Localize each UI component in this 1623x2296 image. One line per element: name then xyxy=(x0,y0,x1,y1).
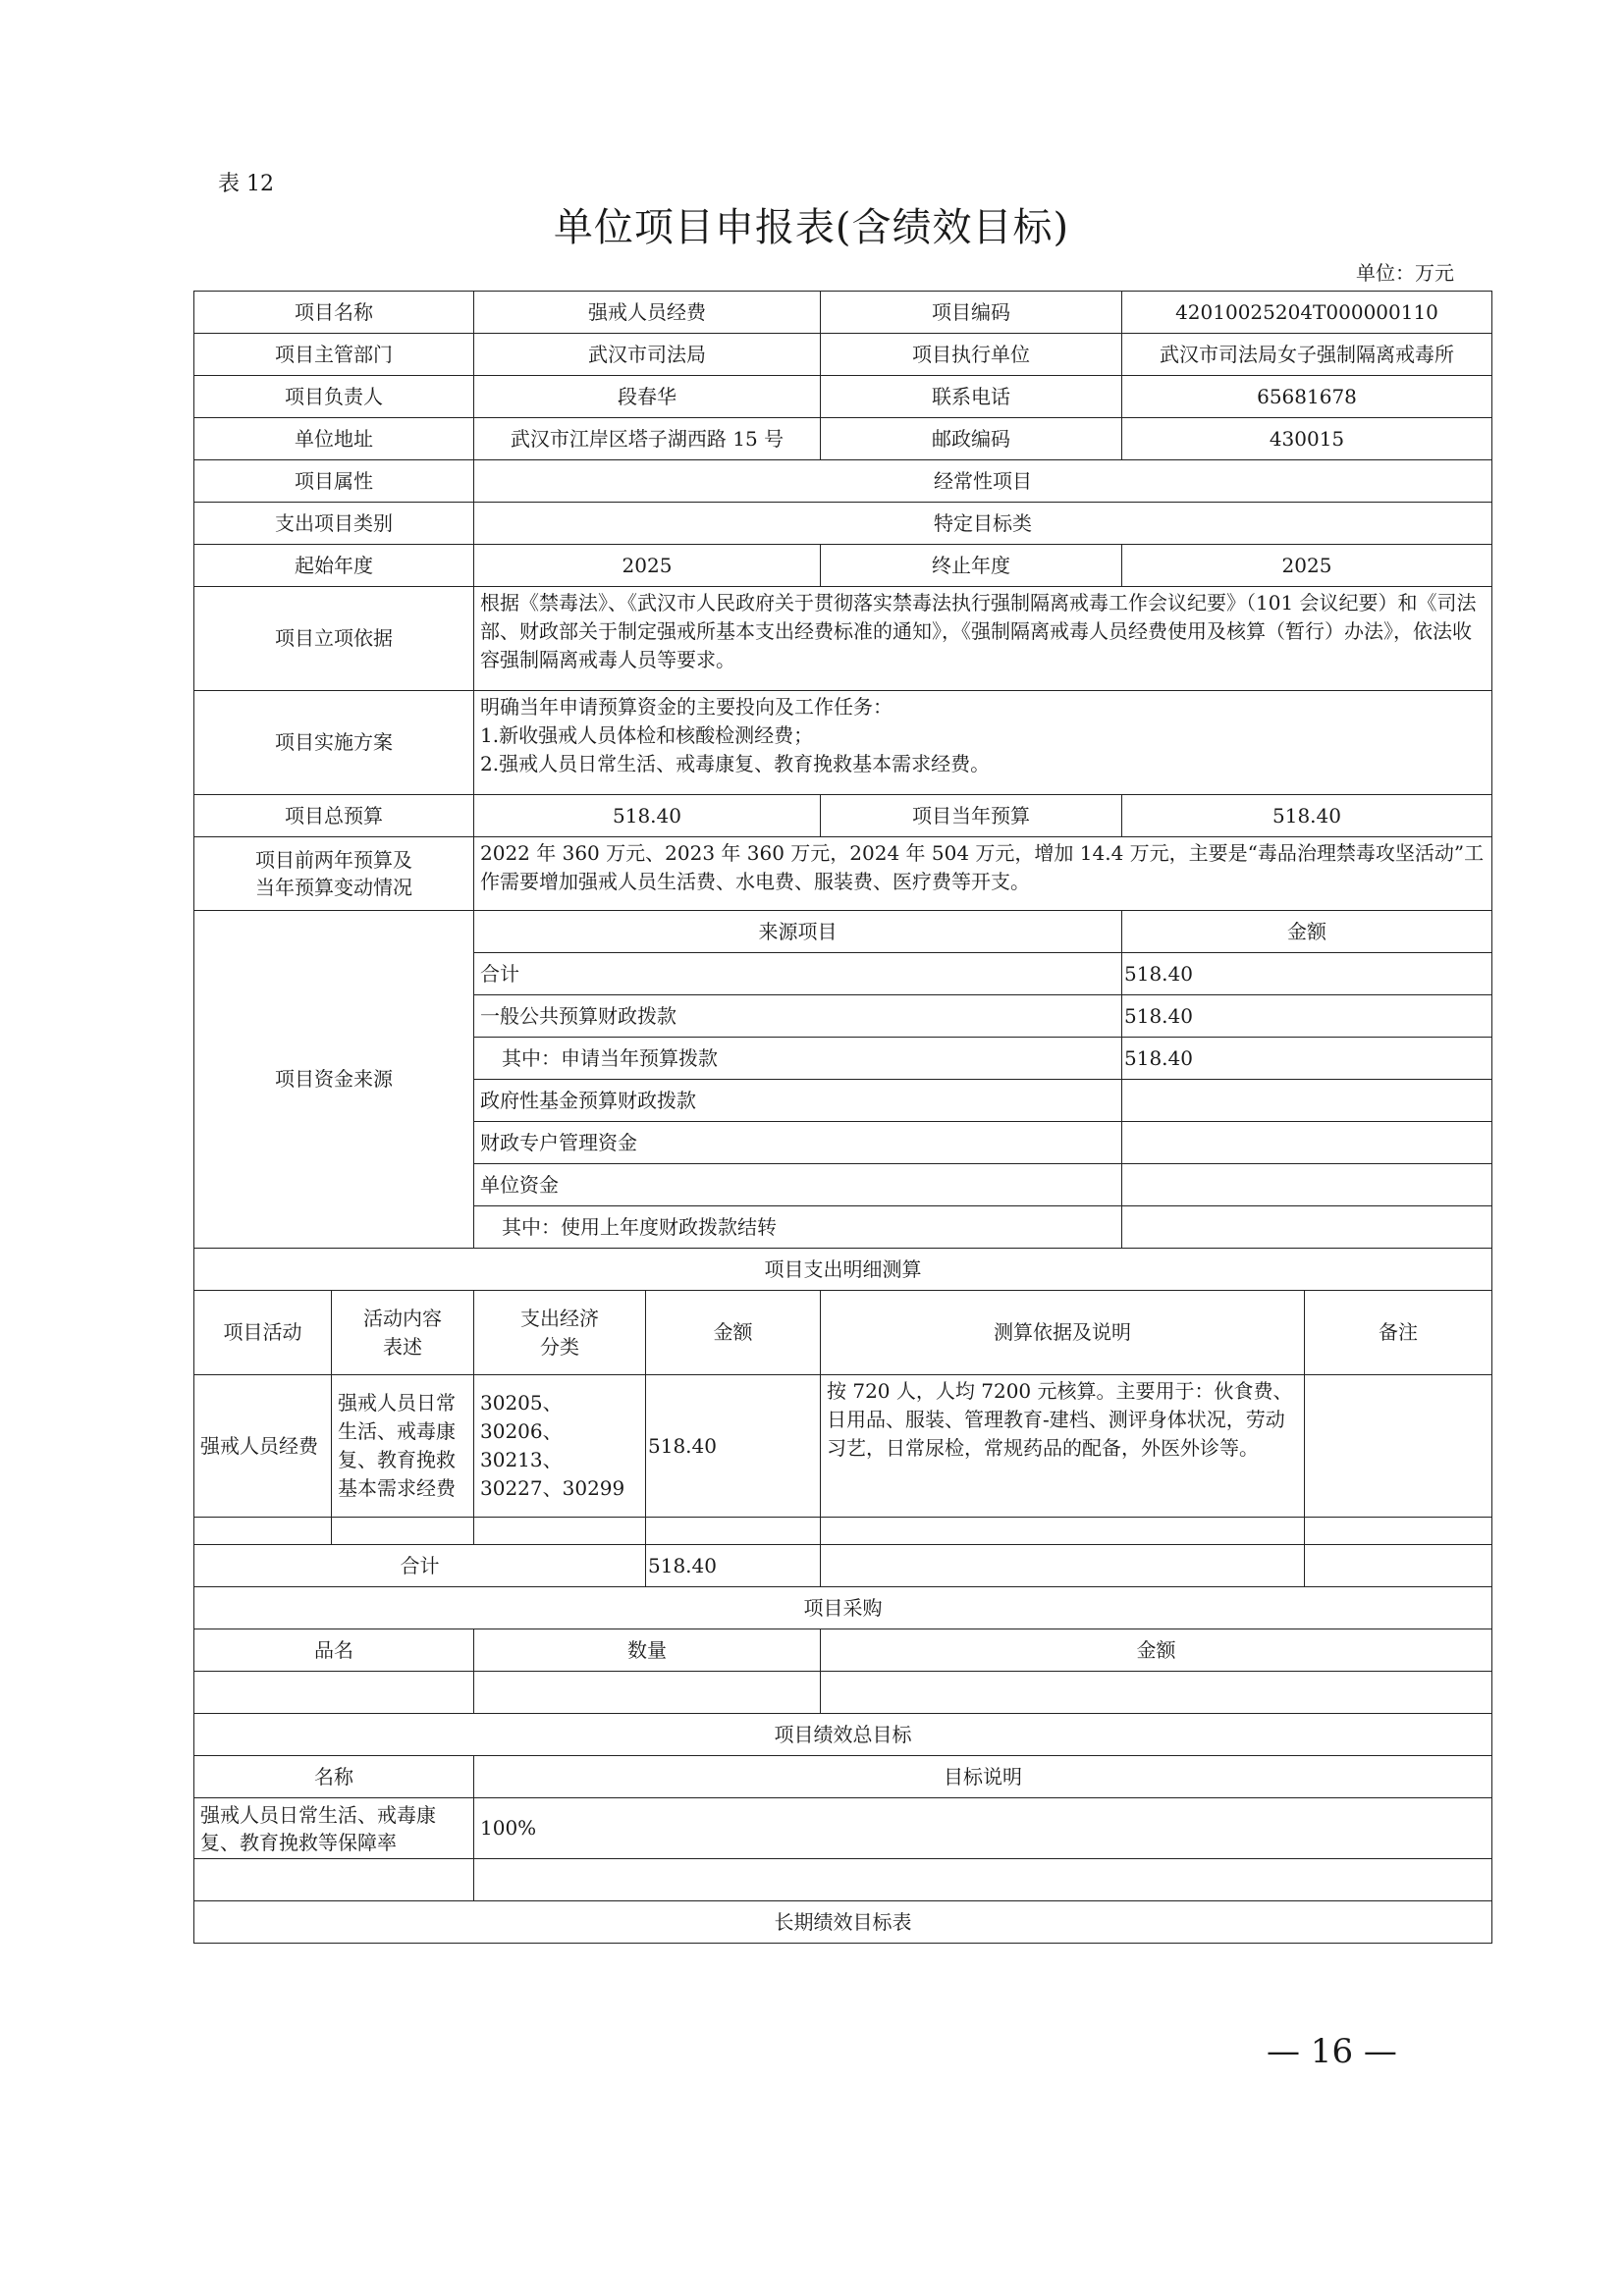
dept-label: 项目主管部门 xyxy=(194,334,474,376)
detail-row-content: 强戒人员日常生活、戒毒康复、教育挽救基本需求经费 xyxy=(332,1375,474,1518)
long-term-title: 长期绩效目标表 xyxy=(194,1901,1492,1944)
category-value: 特定目标类 xyxy=(474,503,1492,545)
funding-row-amount xyxy=(1122,1164,1492,1206)
basis-label: 项目立项依据 xyxy=(194,587,474,691)
funding-label: 项目资金来源 xyxy=(194,911,474,1249)
detail-header-econ-line: 分类 xyxy=(540,1334,579,1359)
performance-header-name: 名称 xyxy=(194,1756,474,1798)
category-label: 支出项目类别 xyxy=(194,503,474,545)
project-code-label: 项目编码 xyxy=(821,292,1122,334)
funding-row-amount: 518.40 xyxy=(1122,1038,1492,1080)
funding-row-name: 其中：申请当年预算拨款 xyxy=(474,1038,1122,1080)
budget-change-label-line: 项目前两年预算及 xyxy=(255,848,412,872)
detail-row-note xyxy=(1305,1375,1492,1518)
detail-header-amount: 金额 xyxy=(646,1291,821,1375)
detail-header-econ xyxy=(474,1291,646,1375)
detail-total-label: 合计 xyxy=(194,1545,646,1587)
funding-row-name: 政府性基金预算财政拨款 xyxy=(474,1080,1122,1122)
end-year-label: 终止年度 xyxy=(821,545,1122,587)
performance-row-desc: 100% xyxy=(474,1798,1492,1859)
detail-row-econ: 30205、30206、30213、30227、30299 xyxy=(474,1375,646,1518)
project-name-value: 强戒人员经费 xyxy=(474,292,821,334)
exec-unit-label: 项目执行单位 xyxy=(821,334,1122,376)
attr-value: 经常性项目 xyxy=(474,460,1492,503)
performance-section-title: 项目绩效总目标 xyxy=(194,1714,1492,1756)
purchase-header-amount: 金额 xyxy=(821,1629,1492,1672)
address-label: 单位地址 xyxy=(194,418,474,460)
detail-row-amount: 518.40 xyxy=(646,1375,821,1518)
detail-empty-cell xyxy=(646,1518,821,1545)
plan-label: 项目实施方案 xyxy=(194,691,474,795)
performance-row-name: 强戒人员日常生活、戒毒康复、教育挽救等保障率 xyxy=(194,1798,474,1859)
page-number: — 16 — xyxy=(1267,2032,1397,2071)
detail-row-activity: 强戒人员经费 xyxy=(194,1375,332,1518)
dept-value: 武汉市司法局 xyxy=(474,334,821,376)
detail-empty-cell xyxy=(1305,1518,1492,1545)
year-budget-value: 518.40 xyxy=(1122,795,1492,837)
plan-value xyxy=(474,691,1492,795)
funding-row-name: 合计 xyxy=(474,953,1122,995)
exec-unit-value: 武汉市司法局女子强制隔离戒毒所 xyxy=(1122,334,1492,376)
detail-total-empty xyxy=(821,1545,1305,1587)
funding-row-amount: 518.40 xyxy=(1122,995,1492,1038)
page-title: 单位项目申报表(含绩效目标) xyxy=(553,205,1070,250)
total-budget-value: 518.40 xyxy=(474,795,821,837)
budget-change-value: 2022 年 360 万元、2023 年 360 万元，2024 年 504 万元，增加 14.4 万元，主要是“毒品治理禁毒攻坚活动”工作需要增加强戒人员生活费、水电费、服装费、医疗费等开支。 xyxy=(474,837,1492,911)
start-year-label: 起始年度 xyxy=(194,545,474,587)
funding-row-name: 单位资金 xyxy=(474,1164,1122,1206)
year-budget-label: 项目当年预算 xyxy=(821,795,1122,837)
detail-total-empty xyxy=(1305,1545,1492,1587)
detail-section-title: 项目支出明细测算 xyxy=(194,1249,1492,1291)
detail-header-content-line: 表述 xyxy=(383,1334,422,1359)
table-number: 表 12 xyxy=(218,172,274,196)
purchase-header-qty: 数量 xyxy=(474,1629,821,1672)
detail-header-content-line: 活动内容 xyxy=(363,1306,442,1330)
funding-source-header: 来源项目 xyxy=(474,911,1122,953)
plan-line: 明确当年申请预算资金的主要投向及工作任务： xyxy=(480,695,893,719)
detail-empty-cell xyxy=(474,1518,646,1545)
total-budget-label: 项目总预算 xyxy=(194,795,474,837)
budget-change-label xyxy=(194,837,474,911)
project-form-table xyxy=(193,291,1492,1944)
funding-row-amount: 518.40 xyxy=(1122,953,1492,995)
performance-empty-cell xyxy=(474,1859,1492,1901)
purchase-empty-cell xyxy=(474,1672,821,1714)
attr-label: 项目属性 xyxy=(194,460,474,503)
purchase-empty-cell xyxy=(821,1672,1492,1714)
phone-value: 65681678 xyxy=(1122,376,1492,418)
detail-header-note: 备注 xyxy=(1305,1291,1492,1375)
purchase-header-name: 品名 xyxy=(194,1629,474,1672)
purchase-section-title: 项目采购 xyxy=(194,1587,1492,1629)
detail-empty-cell xyxy=(194,1518,332,1545)
project-code-value: 42010025204T000000110 xyxy=(1122,292,1492,334)
address-value: 武汉市江岸区塔子湖西路 15 号 xyxy=(474,418,821,460)
detail-header-econ-line: 支出经济 xyxy=(520,1306,599,1330)
detail-empty-cell xyxy=(821,1518,1305,1545)
funding-row-name: 财政专户管理资金 xyxy=(474,1122,1122,1164)
postcode-value: 430015 xyxy=(1122,418,1492,460)
detail-empty-cell xyxy=(332,1518,474,1545)
end-year-value: 2025 xyxy=(1122,545,1492,587)
detail-header-content xyxy=(332,1291,474,1375)
detail-total-amount: 518.40 xyxy=(646,1545,821,1587)
leader-value: 段春华 xyxy=(474,376,821,418)
basis-value: 根据《禁毒法》、《武汉市人民政府关于贯彻落实禁毒法执行强制隔离戒毒工作会议纪要》（101 会议纪要）和《司法部、财政部关于制定强戒所基本支出经费标准的通知》，《强制隔离戒毒人员经费使用及核算（暂行）办法》，依法收容强制隔离戒毒人员等要求。 xyxy=(474,587,1492,691)
funding-row-name: 一般公共预算财政拨款 xyxy=(474,995,1122,1038)
detail-header-activity: 项目活动 xyxy=(194,1291,332,1375)
funding-row-name: 其中：使用上年度财政拨款结转 xyxy=(474,1206,1122,1249)
performance-empty-cell xyxy=(194,1859,474,1901)
phone-label: 联系电话 xyxy=(821,376,1122,418)
funding-row-amount xyxy=(1122,1080,1492,1122)
purchase-empty-cell xyxy=(194,1672,474,1714)
performance-header-desc: 目标说明 xyxy=(474,1756,1492,1798)
plan-line: 1.新收强戒人员体检和核酸检测经费； xyxy=(480,723,814,747)
detail-row-basis: 按 720 人，人均 7200 元核算。主要用于：伙食费、日用品、服装、管理教育-建档、测评身体状况，劳动习艺，日常尿检，常规药品的配备，外医外诊等。 xyxy=(821,1375,1305,1518)
funding-row-amount xyxy=(1122,1206,1492,1249)
detail-header-basis: 测算依据及说明 xyxy=(821,1291,1305,1375)
leader-label: 项目负责人 xyxy=(194,376,474,418)
funding-amount-header: 金额 xyxy=(1122,911,1492,953)
project-name-label: 项目名称 xyxy=(194,292,474,334)
start-year-value: 2025 xyxy=(474,545,821,587)
plan-line: 2.强戒人员日常生活、戒毒康复、教育挽救基本需求经费。 xyxy=(480,752,991,775)
unit-label: 单位：万元 xyxy=(1356,261,1454,285)
funding-row-amount xyxy=(1122,1122,1492,1164)
budget-change-label-line: 当年预算变动情况 xyxy=(255,876,412,899)
postcode-label: 邮政编码 xyxy=(821,418,1122,460)
